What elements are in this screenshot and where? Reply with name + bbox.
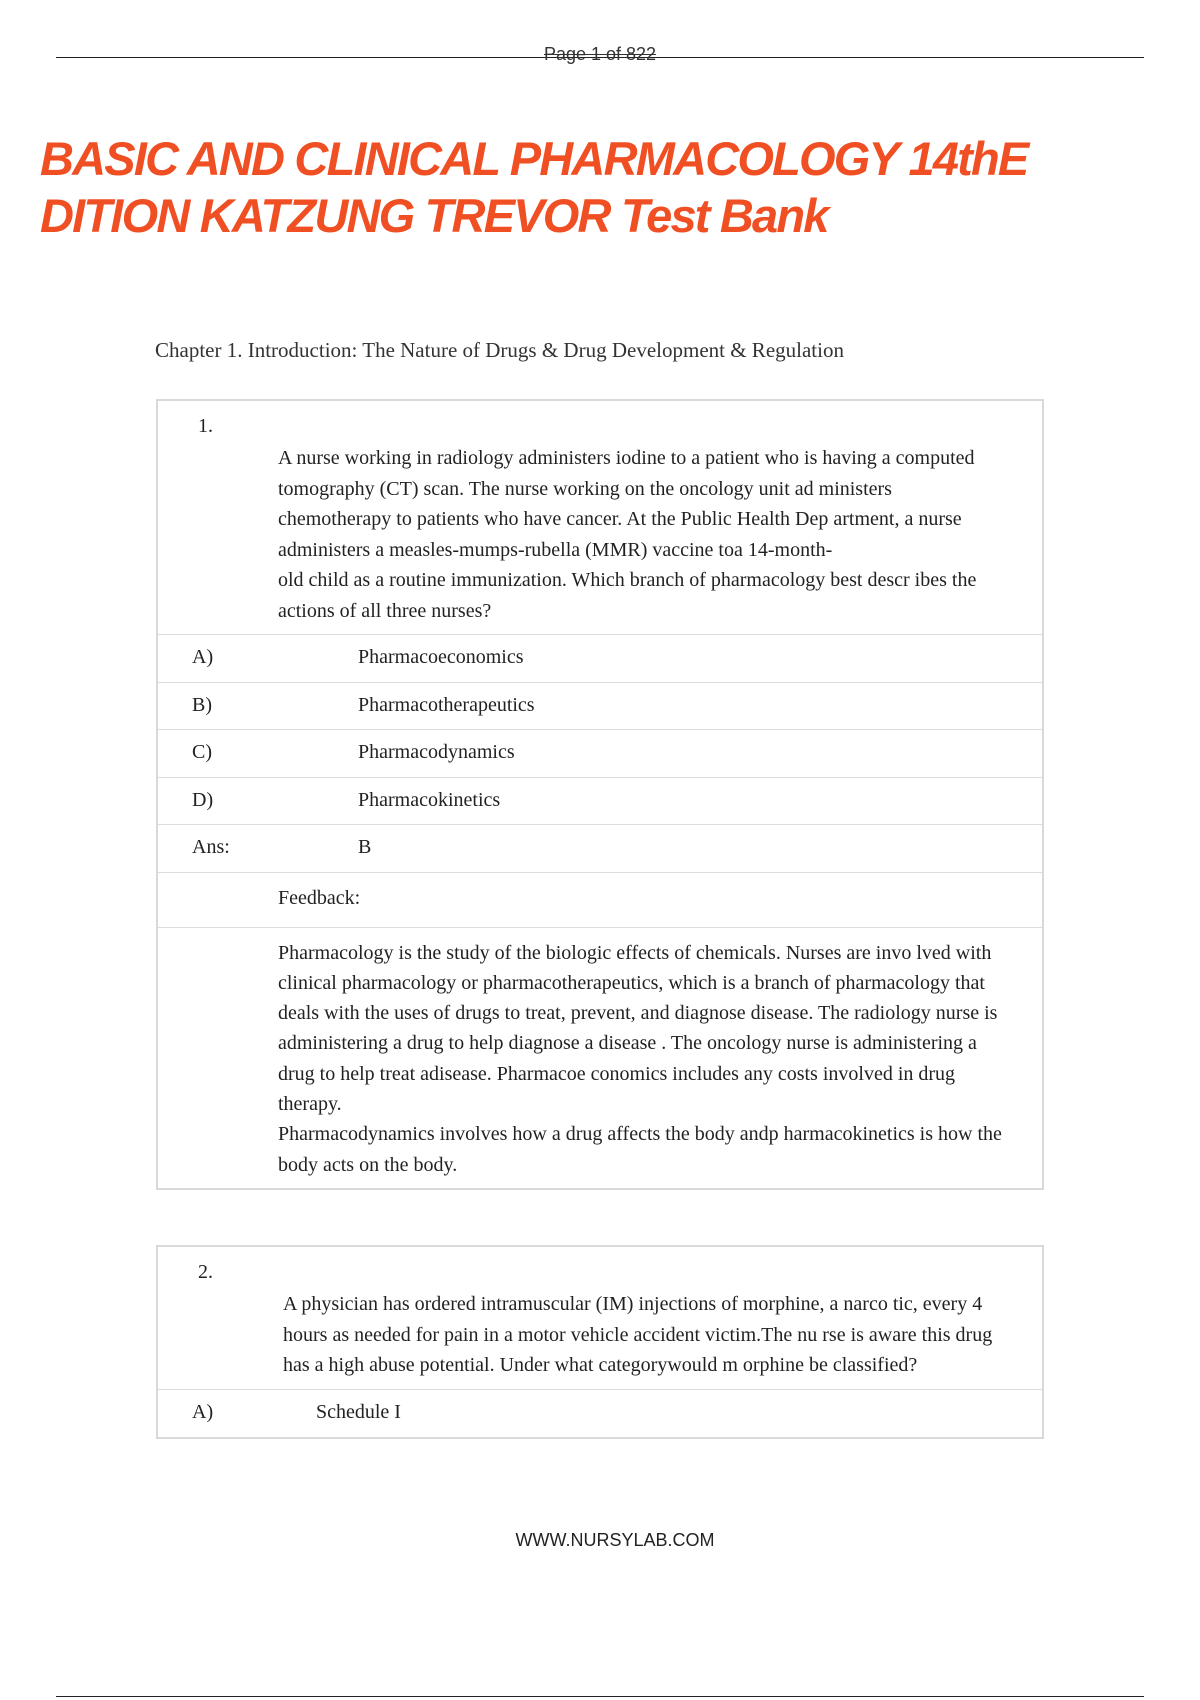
feedback-row bbox=[158, 928, 1042, 1188]
feedback-text: Pharmacology is the study of the biologic effects of chemicals. Nurses are invo lved with clinical pharmacology or pharmacotherapeutics, which is a branch of pharmacology that deals with the uses of drugs to treat, prevent, and diagnose disease. The radiology nurse is administering a drug to help diagnose a disease . The oncology nurse is administering a drug to help treat adisease. Pharmacoe conomics includes any costs involved in drug therapy. Pharmacodynamics involves how a drug affects the body andp harmacokinetics is how the body acts on the body. bbox=[278, 941, 1002, 1176]
answer-row bbox=[158, 825, 1042, 873]
document-title bbox=[40, 130, 1170, 244]
question-table-2 bbox=[156, 1245, 1044, 1439]
option-label: C) bbox=[192, 741, 212, 763]
answer-value: B bbox=[358, 836, 372, 858]
option-label: B) bbox=[192, 693, 212, 716]
page-number: Page 1 of 822 bbox=[543, 44, 657, 64]
option-row-b bbox=[158, 683, 1042, 731]
option-label: A) bbox=[192, 1400, 214, 1423]
option-label: D) bbox=[192, 788, 214, 811]
question-text: A physician has ordered intramuscular (IM) injections of morphine, a narco tic, every 4 hours as needed for pain in a motor vehicle accident victim.The nu rse is aware this drug has a high abuse potential. Under what categorywould m orphine be classified? bbox=[283, 1293, 993, 1376]
option-text: Pharmacoeconomics bbox=[358, 646, 524, 668]
option-text: Pharmacodynamics bbox=[358, 741, 515, 763]
option-row-a bbox=[158, 635, 1042, 683]
question-number: 2. bbox=[198, 1261, 213, 1283]
question-row bbox=[158, 1247, 1042, 1390]
document-title-line-1: BASIC AND CLINICAL PHARMACOLOGY 14thE bbox=[40, 132, 1028, 185]
answer-label: Ans: bbox=[192, 836, 230, 858]
option-text: Pharmacotherapeutics bbox=[358, 693, 535, 716]
option-text: Schedule I bbox=[316, 1400, 401, 1423]
document-title-line-2: DITION KATZUNG TREVOR Test Bank bbox=[40, 189, 828, 242]
option-row-a bbox=[158, 1390, 1042, 1438]
footer-rule bbox=[56, 1696, 1144, 1697]
option-text: Pharmacokinetics bbox=[358, 788, 501, 811]
feedback-label: Feedback: bbox=[278, 886, 361, 909]
question-number: 1. bbox=[198, 415, 213, 437]
option-row-d bbox=[158, 778, 1042, 826]
feedback-label-row bbox=[158, 873, 1042, 928]
question-text: A nurse working in radiology administers iodine to a patient who is having a computed tomography (CT) scan. The nurse working on the oncology unit ad ministers chemotherapy to patients who have cancer. At the Public Health Dep artment, a nurse administers a measles-mumps-rubella (MMR) vaccine toa 14-month- old child as a routine immunization. Which branch of pharmacology best descr ibes the actions of all three nurses? bbox=[278, 447, 977, 622]
question-table-1 bbox=[156, 399, 1044, 1190]
chapter-heading: Chapter 1. Introduction: The Nature of Drugs & Drug Development & Regulation bbox=[155, 338, 844, 362]
option-row-c bbox=[158, 730, 1042, 778]
option-label: A) bbox=[192, 646, 214, 668]
footer-website: WWW.NURSYLAB.COM bbox=[515, 1530, 715, 1550]
question-row bbox=[158, 401, 1042, 635]
